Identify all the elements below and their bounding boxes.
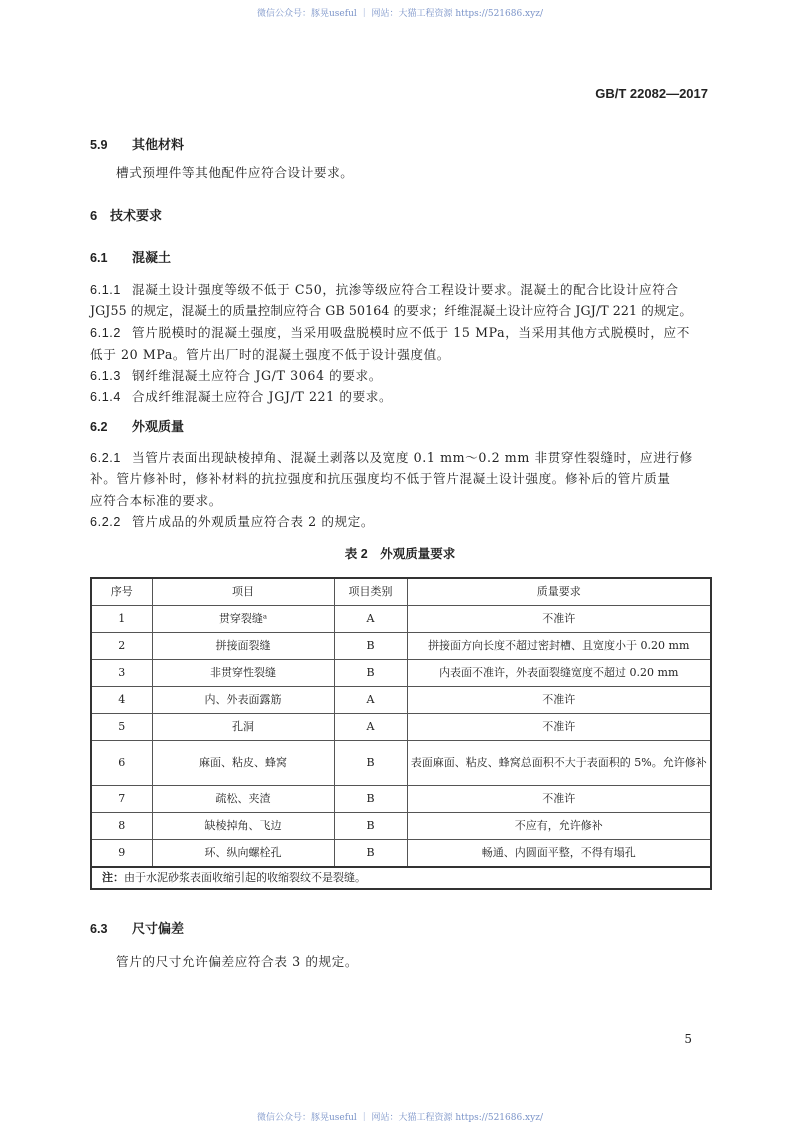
header-cell: 质量要求 (407, 578, 711, 606)
item-name: 内、外表面露筋 (152, 687, 334, 714)
table-title: 表 2 外观质量要求 (344, 547, 456, 561)
quality-requirement: 不准许 (407, 714, 711, 741)
row-number: 3 (91, 660, 152, 687)
quality-requirement: 不准许 (407, 786, 711, 813)
item-category: A (334, 606, 407, 633)
quality-requirement: 畅通、内圆面平整，不得有塌孔 (407, 840, 711, 868)
item-name: 疏松、夹渣 (152, 786, 334, 813)
table-and-section-6-3 (90, 577, 712, 970)
item-category: B (334, 813, 407, 840)
header-cell: 序号 (91, 578, 152, 606)
item-name: 环、纵向螺栓孔 (152, 840, 334, 868)
quality-requirement: 拼接面方向长度不超过密封槽、且宽度小于 0.20 mm (407, 633, 711, 660)
clause-6-1-4: 6.1.4 合成纤维混凝土应符合 JGJ/T 221 的要求。 (90, 389, 393, 404)
quality-requirement: 不准许 (407, 606, 711, 633)
section-6-2-heading: 6.2 外观质量 (90, 419, 185, 434)
clause-6-1-2: 6.1.2 管片脱模时的混凝土强度，当采用吸盘脱模时应不低于 15 MPa，当采用其他方式脱模时，应不 (90, 325, 690, 340)
row-number: 9 (91, 840, 152, 868)
header-cell: 项目 (152, 578, 334, 606)
row-number: 6 (91, 741, 152, 786)
standard-number: GB/T 22082—2017 (595, 86, 708, 101)
row-number: 1 (91, 606, 152, 633)
item-category: B (334, 741, 407, 786)
row-number: 2 (91, 633, 152, 660)
clause-6-1-2-cont: 低于 20 MPa。管片出厂时的混凝土强度不低于设计强度值。 (90, 347, 450, 362)
row-number: 7 (91, 786, 152, 813)
item-category: A (334, 714, 407, 741)
clause-6-2-1-cont2: 应符合本标准的要求。 (90, 493, 222, 508)
note-label: 注： (102, 871, 124, 884)
item-category: B (334, 633, 407, 660)
item-name: 贯穿裂缝ᵃ (152, 606, 334, 633)
quality-requirement: 不准许 (407, 687, 711, 714)
section-5-9-text: 槽式预埋件等其他配件应符合设计要求。 (116, 165, 354, 180)
item-name: 拼接面裂缝 (152, 633, 334, 660)
row-number: 4 (91, 687, 152, 714)
item-name: 非贯穿性裂缝 (152, 660, 334, 687)
note-text: 由于水泥砂浆表面收缩引起的收缩裂纹不是裂缝。 (124, 871, 366, 884)
quality-requirement: 表面麻面、粘皮、蜂窝总面积不大于表面积的 5%。允许修补 (407, 741, 711, 786)
table-row (91, 840, 711, 868)
table-row (91, 813, 711, 840)
table-row (91, 606, 711, 633)
item-category: B (334, 840, 407, 868)
clause-6-1-1: 6.1.1 混凝土设计强度等级不低于 C50，抗渗等级应符合工程设计要求。混凝土的配合比设计应符合 (90, 282, 679, 297)
table-note-row (91, 867, 711, 889)
clause-6-2-1-cont: 补。管片修补时，修补材料的抗拉强度和抗压强度均不低于管片混凝土设计强度。修补后的管片质量 (90, 471, 671, 486)
appearance-quality-table (90, 577, 712, 890)
table-row (91, 786, 711, 813)
page-number: 5 (684, 1032, 692, 1046)
item-name: 孔洞 (152, 714, 334, 741)
table-header-row (91, 578, 711, 606)
table-row (91, 633, 711, 660)
section-6-3-text: 管片的尺寸允许偏差应符合表 3 的规定。 (116, 954, 359, 969)
section-6-heading: 6 技术要求 (90, 208, 163, 223)
section-6-1-heading: 6.1 混凝土 (90, 250, 172, 265)
clause-6-1-1-cont: JGJ55 的规定，混凝土的质量控制应符合 GB 50164 的要求；纤维混凝土设计应符合 JGJ/T 221 的规定。 (90, 303, 693, 318)
table-row (91, 714, 711, 741)
table-row (91, 741, 711, 786)
quality-requirement: 内表面不准许，外表面裂缝宽度不超过 0.20 mm (407, 660, 711, 687)
item-name: 麻面、粘皮、蜂窝 (152, 741, 334, 786)
row-number: 8 (91, 813, 152, 840)
header-cell: 项目类别 (334, 578, 407, 606)
item-name: 缺棱掉角、飞边 (152, 813, 334, 840)
row-number: 5 (91, 714, 152, 741)
table-row (91, 687, 711, 714)
table-row (91, 660, 711, 687)
clause-6-2-1: 6.2.1 当管片表面出现缺棱掉角、混凝土剥落以及宽度 0.1 mm～0.2 mm 非贯穿性裂缝时，应进行修 (90, 450, 693, 465)
item-category: B (334, 786, 407, 813)
quality-requirement: 不应有，允许修补 (407, 813, 711, 840)
watermark-top: 微信公众号：豚晃useful ｜ 网站：大猫工程资源 https://521686.xyz/ (257, 9, 543, 19)
item-category: A (334, 687, 407, 714)
clause-6-2-2: 6.2.2 管片成品的外观质量应符合表 2 的规定。 (90, 514, 375, 529)
section-6-3-heading: 6.3 尺寸偏差 (90, 921, 185, 936)
watermark-bottom: 微信公众号：豚晃useful ｜ 网站：大猫工程资源 https://521686.xyz/ (257, 1113, 543, 1123)
item-category: B (334, 660, 407, 687)
clause-6-1-3: 6.1.3 钢纤维混凝土应符合 JG/T 3064 的要求。 (90, 368, 382, 383)
section-5-9-heading: 5.9 其他材料 (90, 137, 185, 152)
